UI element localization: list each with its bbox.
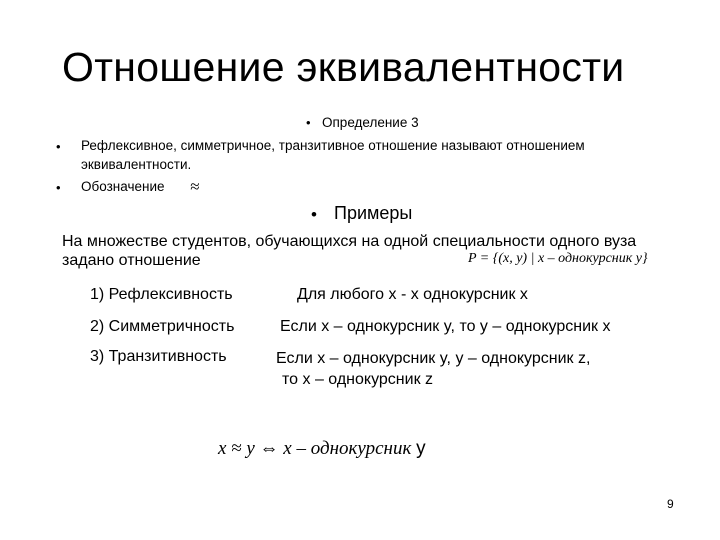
notation-bullet: • [56, 180, 61, 195]
property-desc-transitive: Если x – однокурсник y, y – однокурсник z, [276, 350, 591, 367]
definition-bullet: • [306, 115, 311, 130]
relation-formula: P = {(x, y) | x – однокурсник y} [468, 251, 648, 266]
property-desc-transitive-line2: то x – однокурсник z [282, 371, 434, 388]
summary-formula [218, 438, 426, 460]
summary-formula-left: x ≈ y [218, 438, 255, 459]
property-name-symmetric: 2) Симметричность [90, 318, 235, 335]
examples-heading: Примеры [334, 203, 413, 223]
definition-text: Рефлексивное, симметричное, транзитивное отношение называют отношением [81, 138, 585, 153]
property-name-reflexive: 1) Рефлексивность [90, 286, 233, 303]
examples-bullet: • [311, 205, 317, 224]
definition-item-bullet: • [56, 139, 61, 154]
examples-intro-line2: задано отношение [62, 252, 201, 269]
page-number: 9 [667, 497, 674, 511]
slide-title: Отношение эквивалентности [62, 44, 625, 90]
examples-intro-line1: На множестве студентов, обучающихся на одной специальности одного вуза [62, 233, 637, 250]
property-name-transitive: 3) Транзитивность [90, 348, 227, 365]
property-desc-reflexive: Для любого x - x однокурсник x [297, 286, 528, 303]
notation-label: Обозначение [81, 179, 165, 194]
summary-formula-var: y [416, 438, 426, 459]
definition-text-continuation: эквивалентности. [81, 157, 192, 172]
equivalence-symbol: ≈ [190, 177, 200, 196]
property-desc-symmetric: Если x – однокурсник y, то y – однокурсник x [280, 318, 611, 335]
summary-formula-right: x – однокурсник [283, 438, 412, 459]
iff-arrow-icon: ⇔ [259, 438, 279, 459]
definition-heading: Определение 3 [322, 115, 419, 130]
